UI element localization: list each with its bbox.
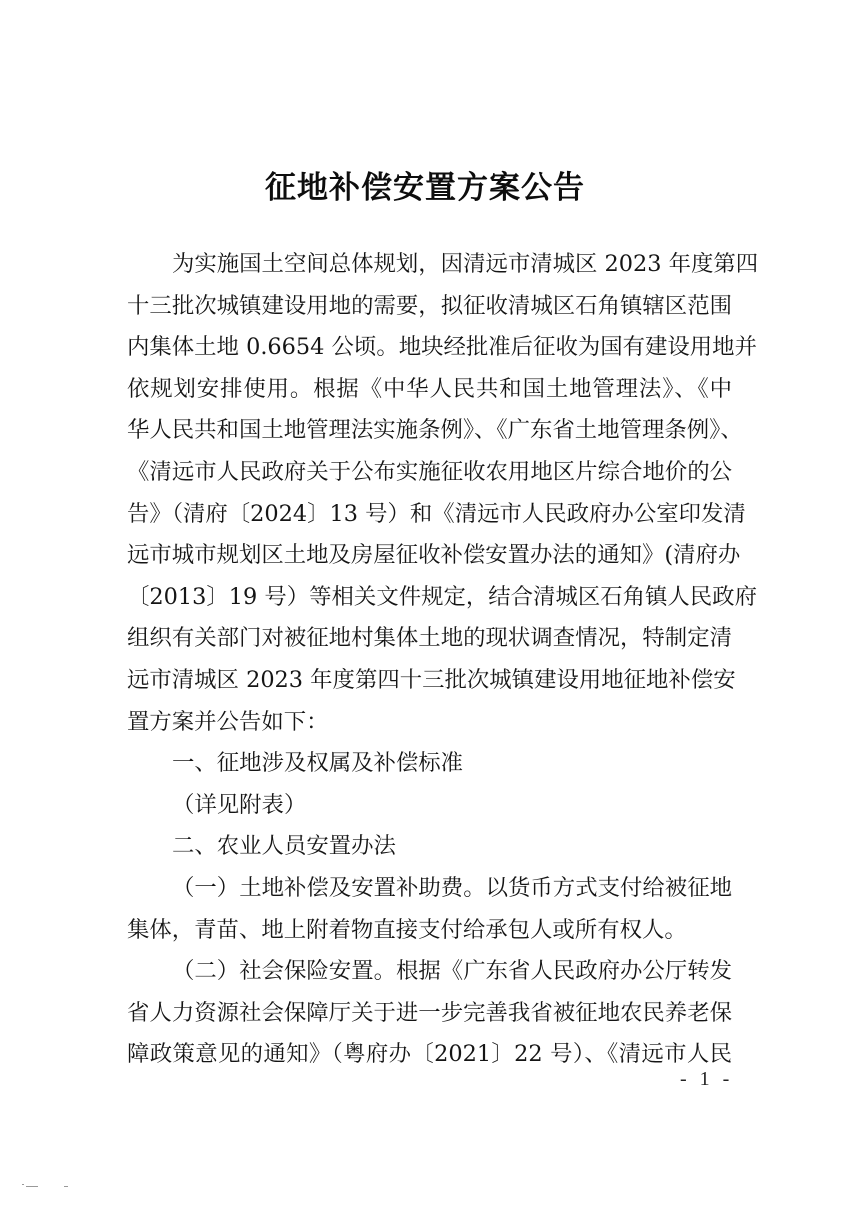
paragraph-line: 十三批次城镇建设用地的需要，拟征收清城区石角镇辖区范围 (127, 292, 732, 319)
section-heading-2: 二、农业人员安置办法 (172, 833, 396, 860)
paragraph-line: 告》（清府〔2024〕13 号）和《清远市人民政府办公室印发清 (127, 500, 746, 527)
document-title: 征地补偿安置方案公告 (265, 170, 585, 206)
paragraph-line: 内集体土地 0.6654 公顷。地块经批准后征收为国有建设用地并 (127, 334, 757, 361)
paragraph-line: 华人民共和国土地管理法实施条例》、《广东省土地管理条例》、 (127, 417, 743, 444)
subsection-2-line: 障政策意见的通知》（粤府办〔2021〕22 号）、《清远市人民 (127, 1041, 732, 1068)
paragraph-line: 为实施国土空间总体规划，因清远市清城区 2023 年度第四 (172, 251, 759, 277)
subsection-2-line: 省人力资源社会保障厅关于进一步完善我省被征地农民养老保 (127, 999, 732, 1026)
page-number: - 1 - (680, 1068, 734, 1090)
section-heading-1: 一、征地涉及权属及补偿标准 (172, 750, 464, 777)
paragraph-line: 〔2013〕19 号）等相关文件规定，结合清城区石角镇人民政府 (127, 583, 757, 610)
subsection-1-line: 集体，青苗、地上附着物直接支付给承包人或所有权人。 (127, 916, 687, 943)
paragraph-line: 依规划安排使用。根据《中华人民共和国土地管理法》、《中 (127, 375, 732, 402)
subsection-1-line: （一）土地补偿及安置补助费。以货币方式支付给被征地 (172, 874, 732, 901)
scan-artifact (18, 1184, 73, 1188)
paragraph-line: 《清远市人民政府关于公布实施征收农用地区片综合地价的公 (127, 458, 732, 485)
see-attachment-note: （详见附表） (172, 791, 307, 818)
paragraph-line: 远市清城区 2023 年度第四十三批次城镇建设用地征地补偿安 (127, 666, 736, 693)
document-body (127, 244, 759, 1076)
paragraph-line: 组织有关部门对被征地村集体土地的现状调查情况，特制定清 (127, 625, 732, 652)
paragraph-line: 置方案并公告如下： (127, 708, 329, 735)
subsection-2-line: （二）社会保险安置。根据《广东省人民政府办公厅转发 (172, 958, 732, 985)
paragraph-line: 远市城市规划区土地及房屋征收补偿安置办法的通知》(清府办 (127, 542, 741, 569)
